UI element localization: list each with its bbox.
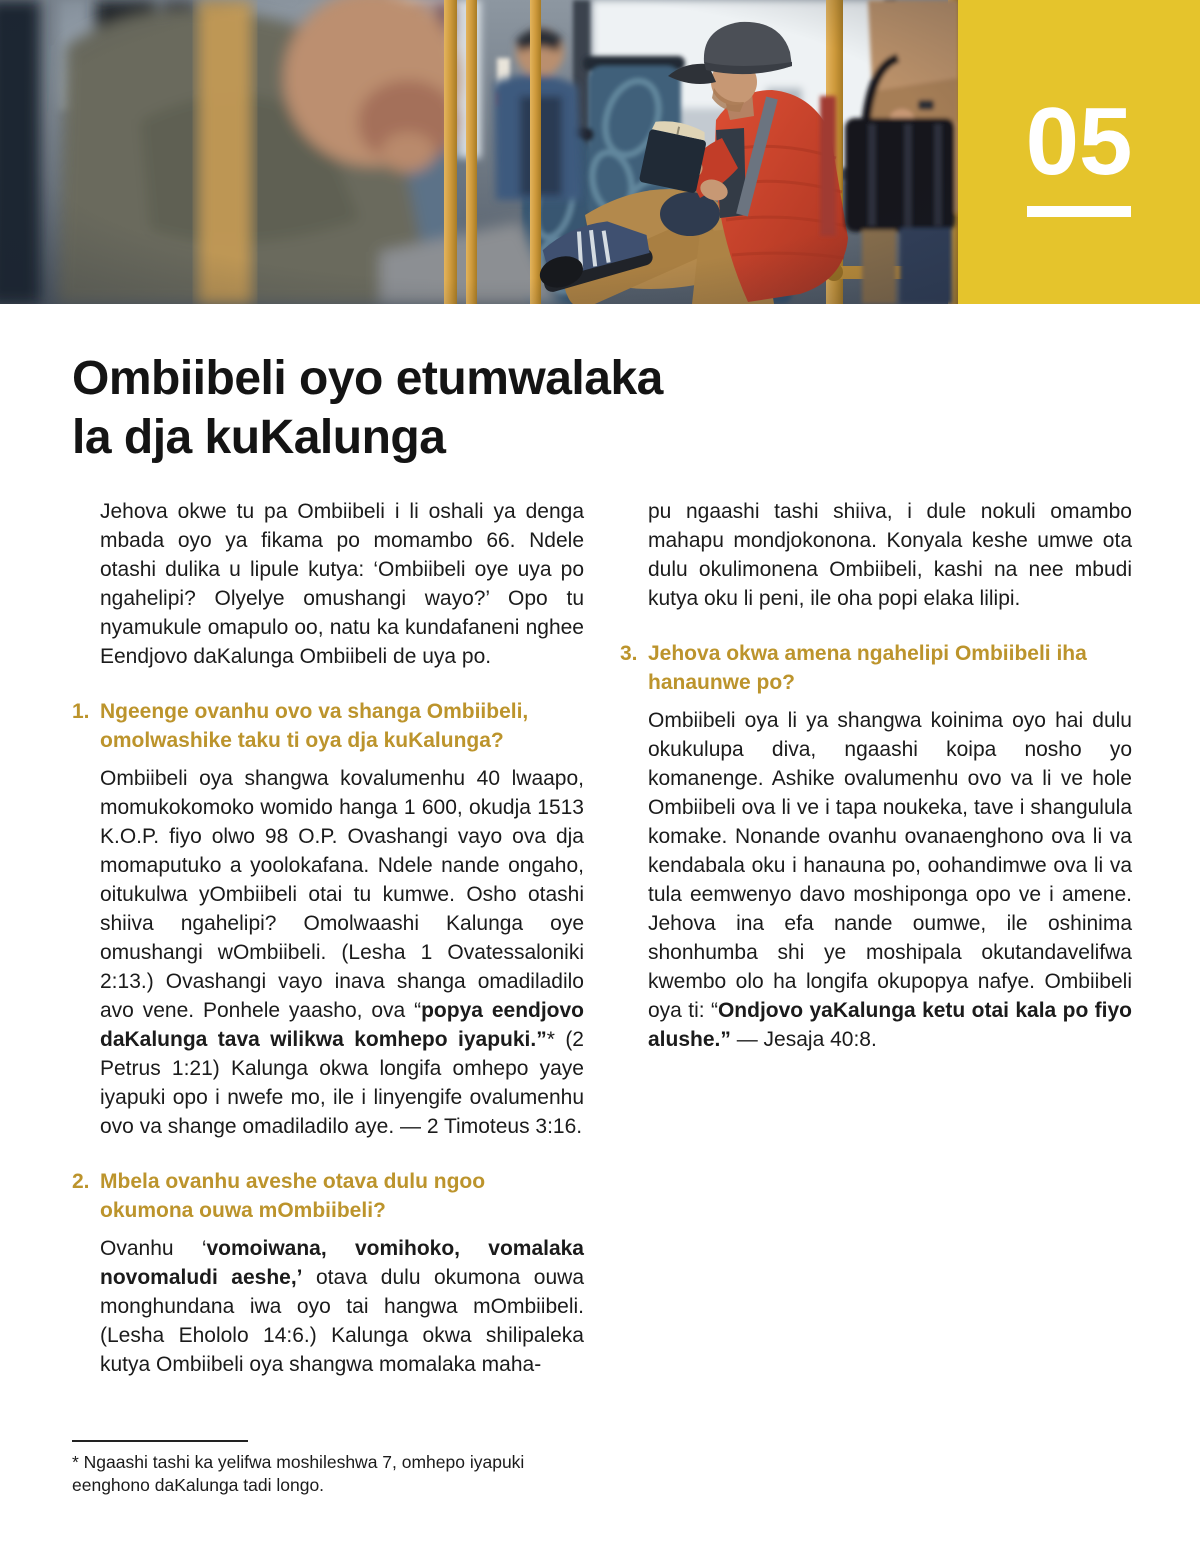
footnote-text: * Ngaashi tashi ka yelifwa moshileshwa 7, omhepo iyapuki eenghono daKalunga tadi longo. <box>72 1452 525 1495</box>
question-number: 3. <box>620 642 638 665</box>
right-column <box>620 497 1132 1054</box>
text-segment: Ombiibeli oya li ya shangwa koinima oyo hai dulu okukulupa diva, ngaashi koipa nosho yo komanenge. Ashike ovalumenhu ovo va li ve hole Ombiibeli ova li ve i tapa noukeka, tave i shangulula komake. Nonande ovanhu ovanaenghono ova li va kendabala oku i hanauna po, oohandimwe ova li va tula eemwenyo davo moshiponga opo ve i amene. Jehova ina efa nande oumwe, ile oshinima shonhumba shi ye moshipala okutandavelifwa kwembo olo ha longifa okupopya nafye. Ombiibeli oya ti: “ <box>648 709 1132 1022</box>
question-heading <box>72 697 584 755</box>
article-title-line2: la dja kuKalunga <box>72 410 446 464</box>
left-column <box>72 497 584 1379</box>
bold-scripture-quote: popya eendjovo daKalunga tava wilikwa komhepo iyapuki.” <box>100 999 585 1051</box>
question-text: Jehova okwa amena ngahelipi Ombiibeli iha hanaunwe po? <box>648 642 1087 694</box>
text-segment: otava dulu okumona ouwa monghundana iwa oyo tai hangwa mOmbiibeli. (Lesha Ehololo 14:6.) Kalunga okwa shilipaleka kutya Ombiibeli oya shangwa momalaka maha- <box>100 1266 584 1376</box>
footnote <box>72 1440 592 1497</box>
question-text: Mbela ovanhu aveshe otava dulu ngoo okumona ouwa mOmbiibeli? <box>100 1170 486 1222</box>
body-paragraph <box>648 497 1132 613</box>
bold-scripture-quote: Ondjovo yaKalunga ketu otai kala po fiyo alushe.” <box>648 999 1132 1051</box>
question-heading <box>72 1167 584 1225</box>
bold-scripture-quote: vomoiwana, vomihoko, vomalaka novomaludi aeshe,’ <box>100 1237 584 1289</box>
text-segment: — Jesaja 40:8. <box>730 1028 877 1051</box>
body-paragraph <box>100 497 584 671</box>
body-paragraph <box>648 706 1132 1054</box>
text-segment: Ovanhu ‘ <box>100 1237 207 1260</box>
question-text: Ngeenge ovanhu ovo va shanga Ombiibeli, omolwashike taku ti oya dja kuKalunga? <box>100 700 529 752</box>
body-paragraph <box>100 1234 584 1379</box>
lesson-number-block <box>958 0 1200 304</box>
body-paragraph <box>100 764 584 1141</box>
text-segment: Ombiibeli oya shangwa kovalumenhu 40 lwaapo, momukokomoko womido hanga 1 600, okudja 1513 K.O.P. fiyo olwo 98 O.P. Ovashangi vayo ova dja momaputuko a yoolokafana. Ndele nande ongaho, oitukulwa yOmbiibeli otai tu kumwe. Osho otashi shiiva ngahelipi? Omolwaashi Kalunga oye omushangi wOmbiibeli. (Lesha 1 Ovatessaloniki 2:13.) Ovashangi vayo inava shanga omadiladilo avo vene. Ponhele yaasho, ova “ <box>100 767 584 1022</box>
text-segment: pu ngaashi tashi shiiva, i dule nokuli omambo mahapu mondjokonona. Konyala keshe umwe ota dulu okulimonena Ombiibeli, kashi na nee mbudi kutya oku li peni, ile oha popi elaka lilipi. <box>648 500 1132 610</box>
article-title <box>72 350 663 467</box>
question-number: 1. <box>72 700 90 723</box>
question-number: 2. <box>72 1170 90 1193</box>
footnote-rule <box>72 1440 248 1442</box>
article-title-line1: Ombiibeli oyo etumwalaka <box>72 352 663 405</box>
text-segment: Jehova okwe tu pa Ombiibeli i li oshali ya denga mbada oyo ya fikama po momambo 66. Ndele otashi dulika u lipule kutya: ‘Ombiibeli oye uya po ngahelipi? Olyelye omushangi wayo?’ Opo tu nyamukule omapulo oo, natu ka kundafaneni nghee Eendjovo daKalunga Ombiibeli de uya po. <box>100 500 584 668</box>
header-photo <box>0 0 958 304</box>
lesson-number: 05 <box>1025 87 1133 195</box>
lesson-number-underline <box>1027 206 1131 217</box>
question-heading <box>620 639 1132 697</box>
bus-interior-photo <box>0 0 958 304</box>
text-segment: * (2 Petrus 1:21) Kalunga okwa longifa omhepo yaye iyapuki opo i nwefe mo, ile i linyengife ovalumenhu ovo va shange omadiladilo aye. — 2 Timoteus 3:16. <box>100 1028 584 1138</box>
